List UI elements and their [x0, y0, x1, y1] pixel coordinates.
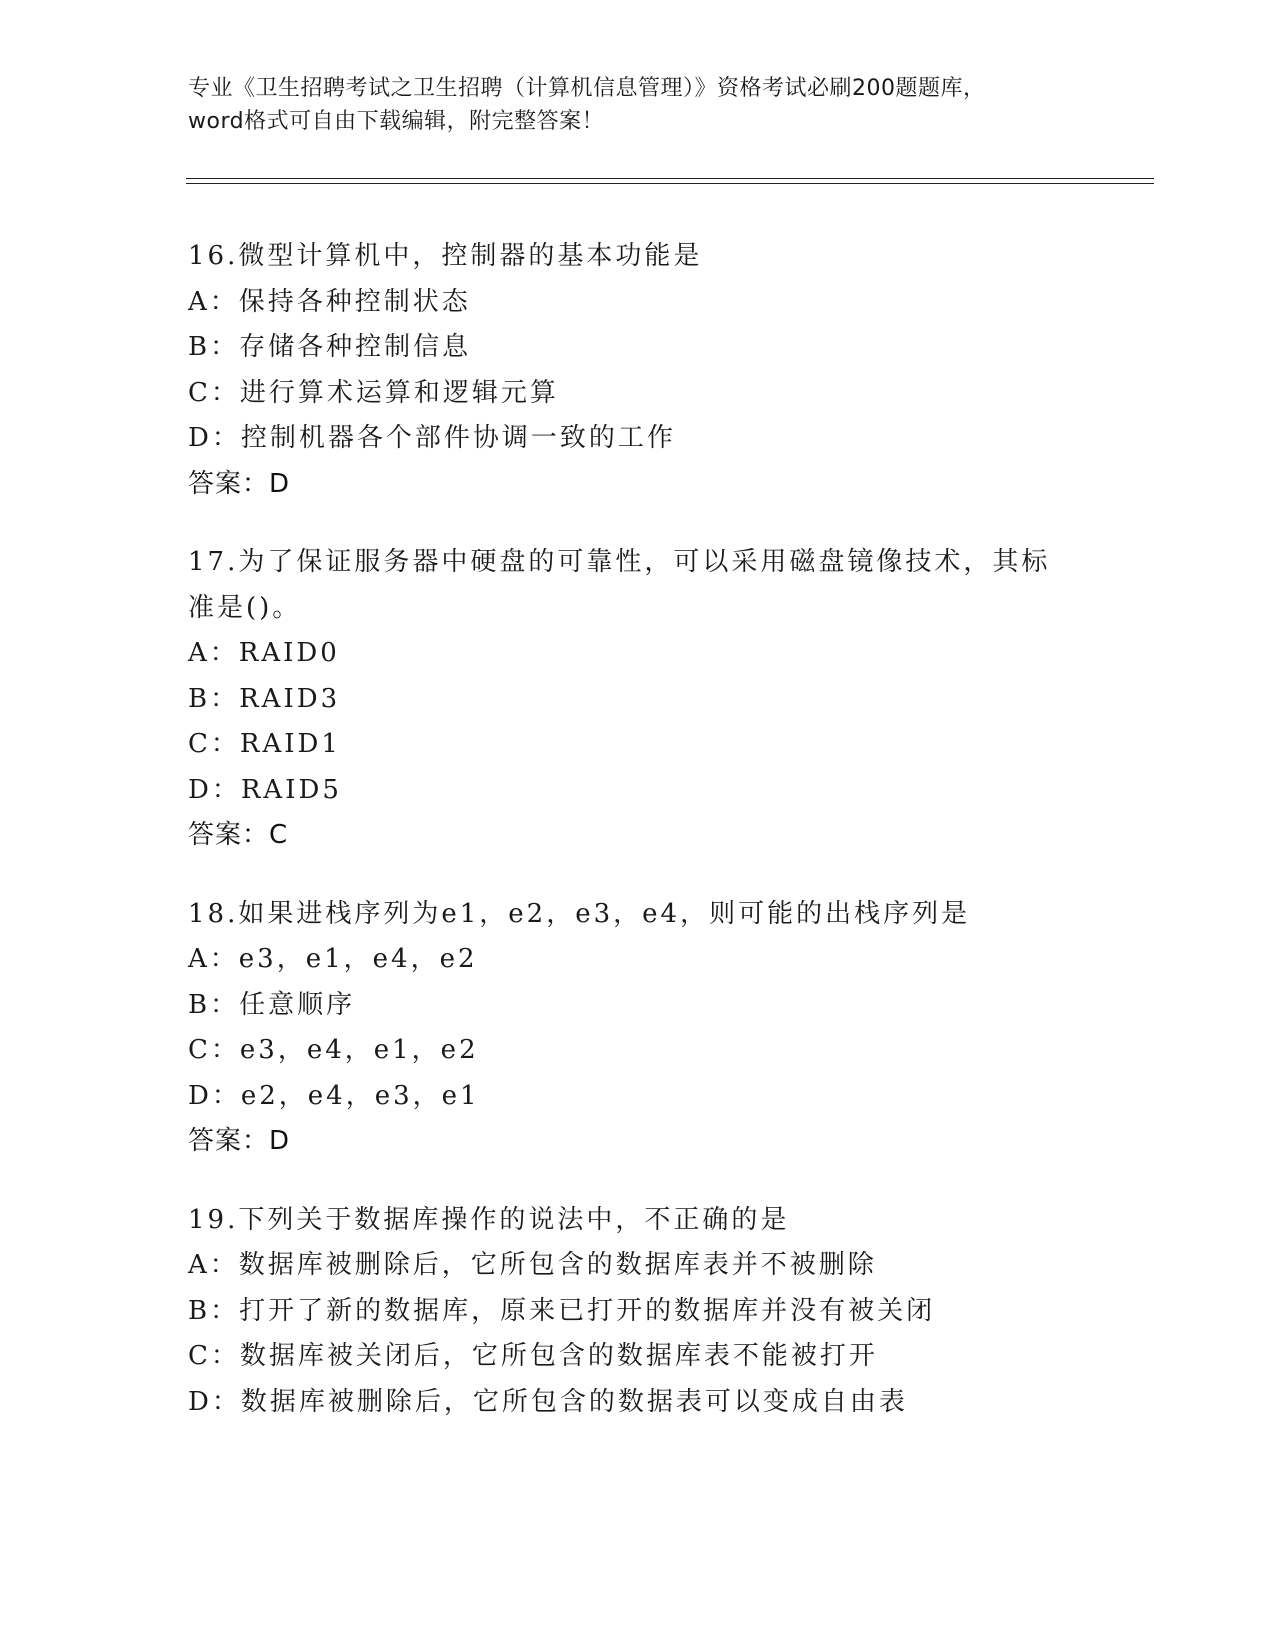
question-16: [188, 234, 1088, 507]
option-a: A：RAID0: [188, 638, 340, 668]
option-d: D：e2，e4，e3，e1: [188, 1080, 480, 1111]
header-line-2: word格式可自由下载编辑，附完整答案！: [188, 109, 605, 134]
option-b: B：打开了新的数据库，原来已打开的数据库并没有被关闭: [188, 1295, 936, 1326]
question-list: [188, 234, 1088, 1458]
answer-label: 答案：C: [188, 820, 289, 850]
answer-label: 答案：D: [188, 1126, 291, 1156]
option-b: B：存储各种控制信息: [188, 332, 472, 362]
option-c: C：e3，e4，e1，e2: [188, 1035, 479, 1065]
option-c: C：数据库被关闭后，它所包含的数据库表不能被打开: [188, 1341, 878, 1371]
option-d: D：数据库被删除后，它所包含的数据表可以变成自由表: [188, 1386, 908, 1417]
option-a: A：数据库被删除后，它所包含的数据库表并不被删除: [188, 1250, 877, 1280]
question-19: [188, 1198, 1088, 1426]
question-stem: 17.为了保证服务器中硬盘的可靠性，可以采用磁盘镜像技术，其标准是()。: [188, 547, 1051, 623]
question-17: [188, 540, 1088, 859]
option-c: C：进行算术运算和逻辑元算: [188, 377, 559, 408]
option-d: D：RAID5: [188, 774, 342, 805]
document-header: [188, 72, 1088, 138]
header-divider-top: [186, 178, 1154, 179]
question-stem: 19.下列关于数据库操作的说法中，不正确的是: [188, 1204, 790, 1235]
header-divider-bottom: [186, 183, 1154, 184]
question-stem: 18.如果进栈序列为e1，e2，e3，e4，则可能的出栈序列是: [188, 898, 971, 929]
header-line-1: 专业《卫生招聘考试之卫生招聘（计算机信息管理）》资格考试必刷200题题库，: [188, 76, 986, 101]
question-stem: 16.微型计算机中，控制器的基本功能是: [188, 241, 703, 271]
option-b: B：RAID3: [188, 683, 341, 714]
answer-label: 答案：D: [188, 468, 291, 499]
question-18: [188, 892, 1088, 1165]
option-d: D：控制机器各个部件协调一致的工作: [188, 423, 676, 453]
option-c: C：RAID1: [188, 729, 341, 759]
option-b: B：任意顺序: [188, 989, 356, 1020]
option-a: A：保持各种控制状态: [188, 286, 471, 317]
option-a: A：e3，e1，e4，e2: [188, 944, 478, 974]
